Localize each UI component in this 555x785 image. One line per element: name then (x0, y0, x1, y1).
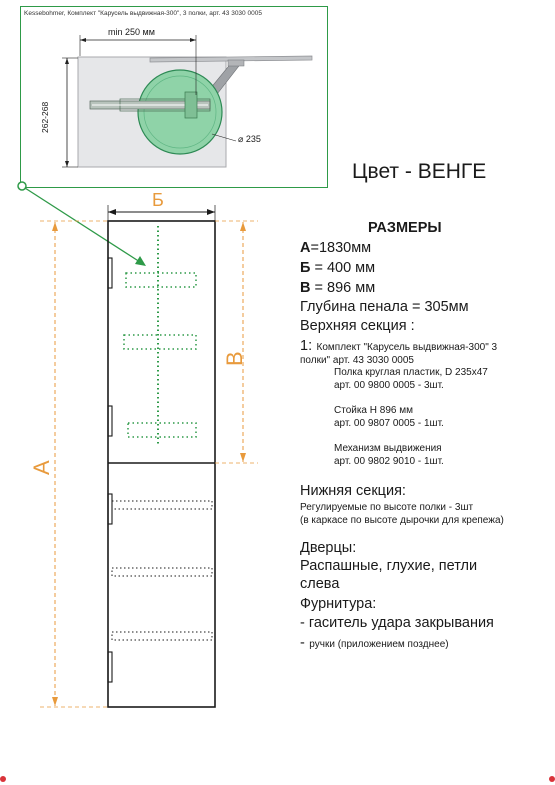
inset-dim-height-label: 262-268 (40, 101, 50, 133)
inset-dim-diameter-label: ⌀ 235 (238, 134, 261, 144)
size-b: Б = 400 мм (300, 260, 376, 276)
upper-section-heading: Верхняя секция : (300, 318, 415, 334)
carousel-shelf-3 (128, 423, 196, 437)
doors-line2: слева (300, 576, 340, 592)
carousel-shelf-1 (126, 273, 196, 287)
lower-section-heading: Нижняя секция: (300, 483, 406, 499)
hardware-line1: - гаситель удара закрывания (300, 615, 494, 631)
lower-shelf-2 (112, 568, 212, 576)
inset-dim-min-250-label: min 250 мм (108, 27, 155, 37)
doors-line1: Распашные, глухие, петли (300, 558, 478, 574)
mech-spec-line1: Механизм выдвижения (334, 443, 442, 454)
cabinet-depth: Глубина пенала = 305мм (300, 299, 469, 315)
upper-item-1: 1: Комплект "Карусель выдвижная-300" 3 (300, 338, 498, 354)
lower-shelf-1 (112, 501, 212, 509)
inset-slide-block (185, 92, 197, 118)
label-v: В (222, 351, 247, 366)
cabinet-outline (108, 221, 215, 707)
connector-arrow (25, 188, 140, 262)
post-spec-line1: Стойка H 896 мм (334, 405, 413, 416)
sizes-heading: РАЗМЕРЫ (368, 220, 442, 236)
label-a: А (29, 460, 54, 475)
color-title: Цвет - ВЕНГЕ (352, 160, 487, 183)
post-spec-line2: арт. 00 9807 0005 - 1шт. (334, 418, 444, 429)
lower-section-line1: Регулируемые по высоте полки - 3шт (300, 502, 474, 513)
shelf-spec-line1: Полка круглая пластик, D 235x47 (334, 367, 488, 378)
carousel-shelf-2 (124, 335, 196, 349)
size-a: А=1830мм (300, 240, 372, 256)
lower-section-line2: (в каркасе по высоте дырочки для крепежа) (300, 515, 504, 526)
connector-start-dot (18, 182, 26, 190)
hardware-line2: - ручки (приложением позднее) (300, 635, 449, 651)
mech-spec-line2: арт. 00 9802 9010 - 1шт. (334, 456, 444, 467)
inset-caption: Kessebohmer, Комплект "Карусель выдвижная-300", 3 полки, арт. 43 3030 0005 (24, 10, 262, 17)
size-v: В = 896 мм (300, 280, 376, 296)
corner-mark-right (549, 776, 555, 782)
upper-item-1-line2: полки" арт. 43 3030 0005 (300, 355, 414, 366)
label-b: Б (152, 190, 164, 210)
inset-bracket-pad (228, 60, 244, 66)
lower-shelf-3 (112, 632, 212, 640)
shelf-spec-line2: арт. 00 9800 0005 - 3шт. (334, 380, 444, 391)
inset-round-shelf (138, 70, 222, 154)
corner-mark-left (0, 776, 6, 782)
doors-heading: Дверцы: (300, 540, 357, 556)
hardware-heading: Фурнитура: (300, 596, 377, 612)
